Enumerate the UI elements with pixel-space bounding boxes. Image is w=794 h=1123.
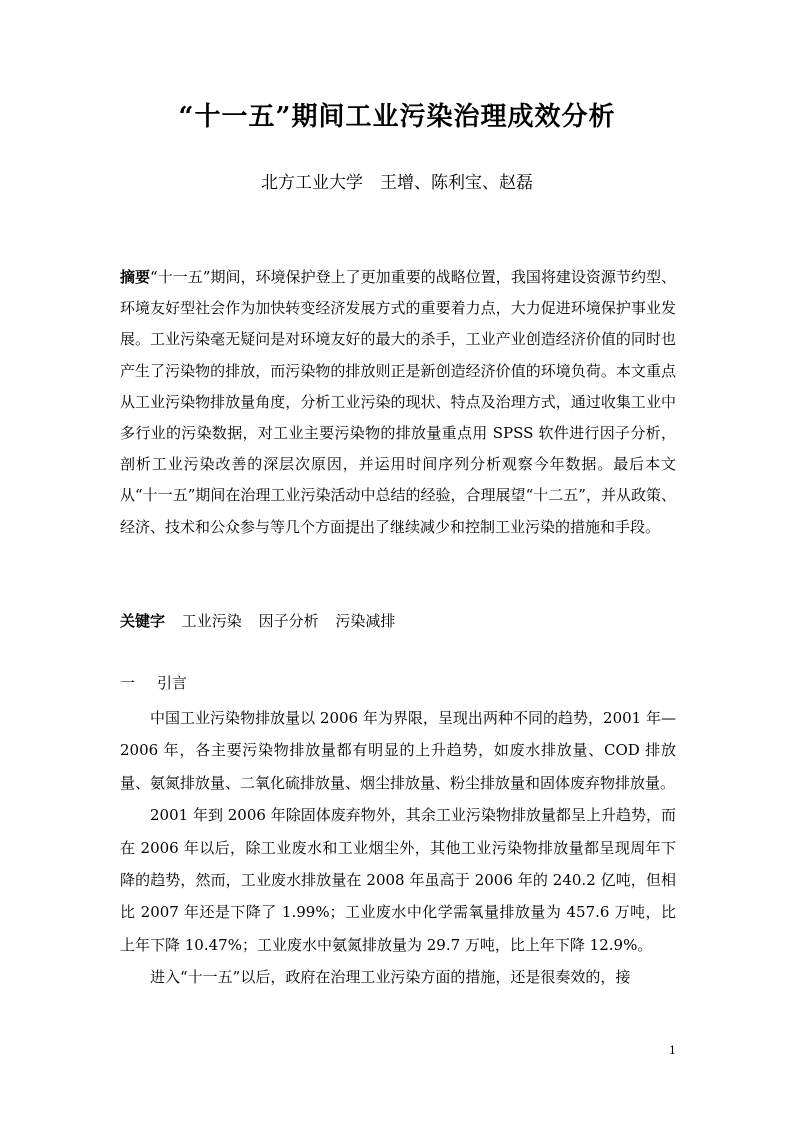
keyword: 因子分析 — [258, 612, 319, 630]
keyword: 污染减排 — [335, 612, 396, 630]
body-text — [120, 702, 676, 994]
section-heading — [120, 669, 187, 697]
abstract — [120, 262, 676, 543]
paper-authors: 北方工业大学 王增、陈利宝、赵磊 — [261, 173, 533, 193]
body-paragraph: 进入“十一五”以后，政府在治理工业污染方面的措施，还是很奏效的，接 — [150, 968, 631, 987]
page-number: 1 — [669, 1044, 676, 1057]
abstract-text: “十一五”期间，环境保护登上了更加重要的战略位置，我国将建设资源节约型、环境友好型社会作为加快转变经济发展方式的重要着力点，大力促进环境保护事业发展。工业污染毫无疑问是对环境友好的最大的杀手，工业产业创造经济价值的同时也产生了污染物的排放，而污染物的排放则正是新创造经济价值的环境负荷。本文重点从工业污染物排放量角度，分析工业污染的现状、特点及治理方式，通过收集工业中多行业的污染数据，对工业主要污染物的排放量重点用 SPSS 软件进行因子分析，剖析工业污染改善的深层次原因，并运用时间序列分析观察今年数据。最后本文从“十一五”期间在治理工业污染活动中总结的经验，合理展望“十二五”，并从政策、经济、技术和公众参与等几个方面提出了继续减少和控制工业污染的措施和手段。 — [120, 268, 676, 536]
keyword: 工业污染 — [181, 612, 242, 630]
keywords-label: 关键字 — [120, 612, 166, 630]
body-paragraph: 中国工业污染物排放量以 2006 年为界限，呈现出两种不同的趋势，2001 年—2006 年，各主要污染物排放量都有明显的上升趋势，如废水排放量、COD 排放量、氨氮排放量、二氧化硫排放量、烟尘排放量、粉尘排放量和固体废弃物排放量。 — [120, 709, 676, 792]
keywords — [120, 607, 676, 635]
body-paragraph: 2001 年到 2006 年除固体废弃物外，其余工业污染物排放量都呈上升趋势，而在 2006 年以后，除工业废水和工业烟尘外，其他工业污染物排放量都呈现周年下降的趋势，然而，工业废水排放量在 2008 年虽高于 2006 年的 240.2 亿吨，但相比 2007 年还是下降了 1.99%；工业废水中化学需氧量排放量为 457.6 万吨，比上年下降 10.47%；工业废水中氨氮排放量为 29.7 万吨，比上年下降 12.9%。 — [120, 806, 676, 954]
paper-title: “十一五”期间工业污染治理成效分析 — [178, 102, 616, 132]
section-number: 一 — [120, 674, 136, 692]
section-title: 引言 — [157, 674, 188, 692]
abstract-label: 摘要 — [120, 268, 151, 286]
